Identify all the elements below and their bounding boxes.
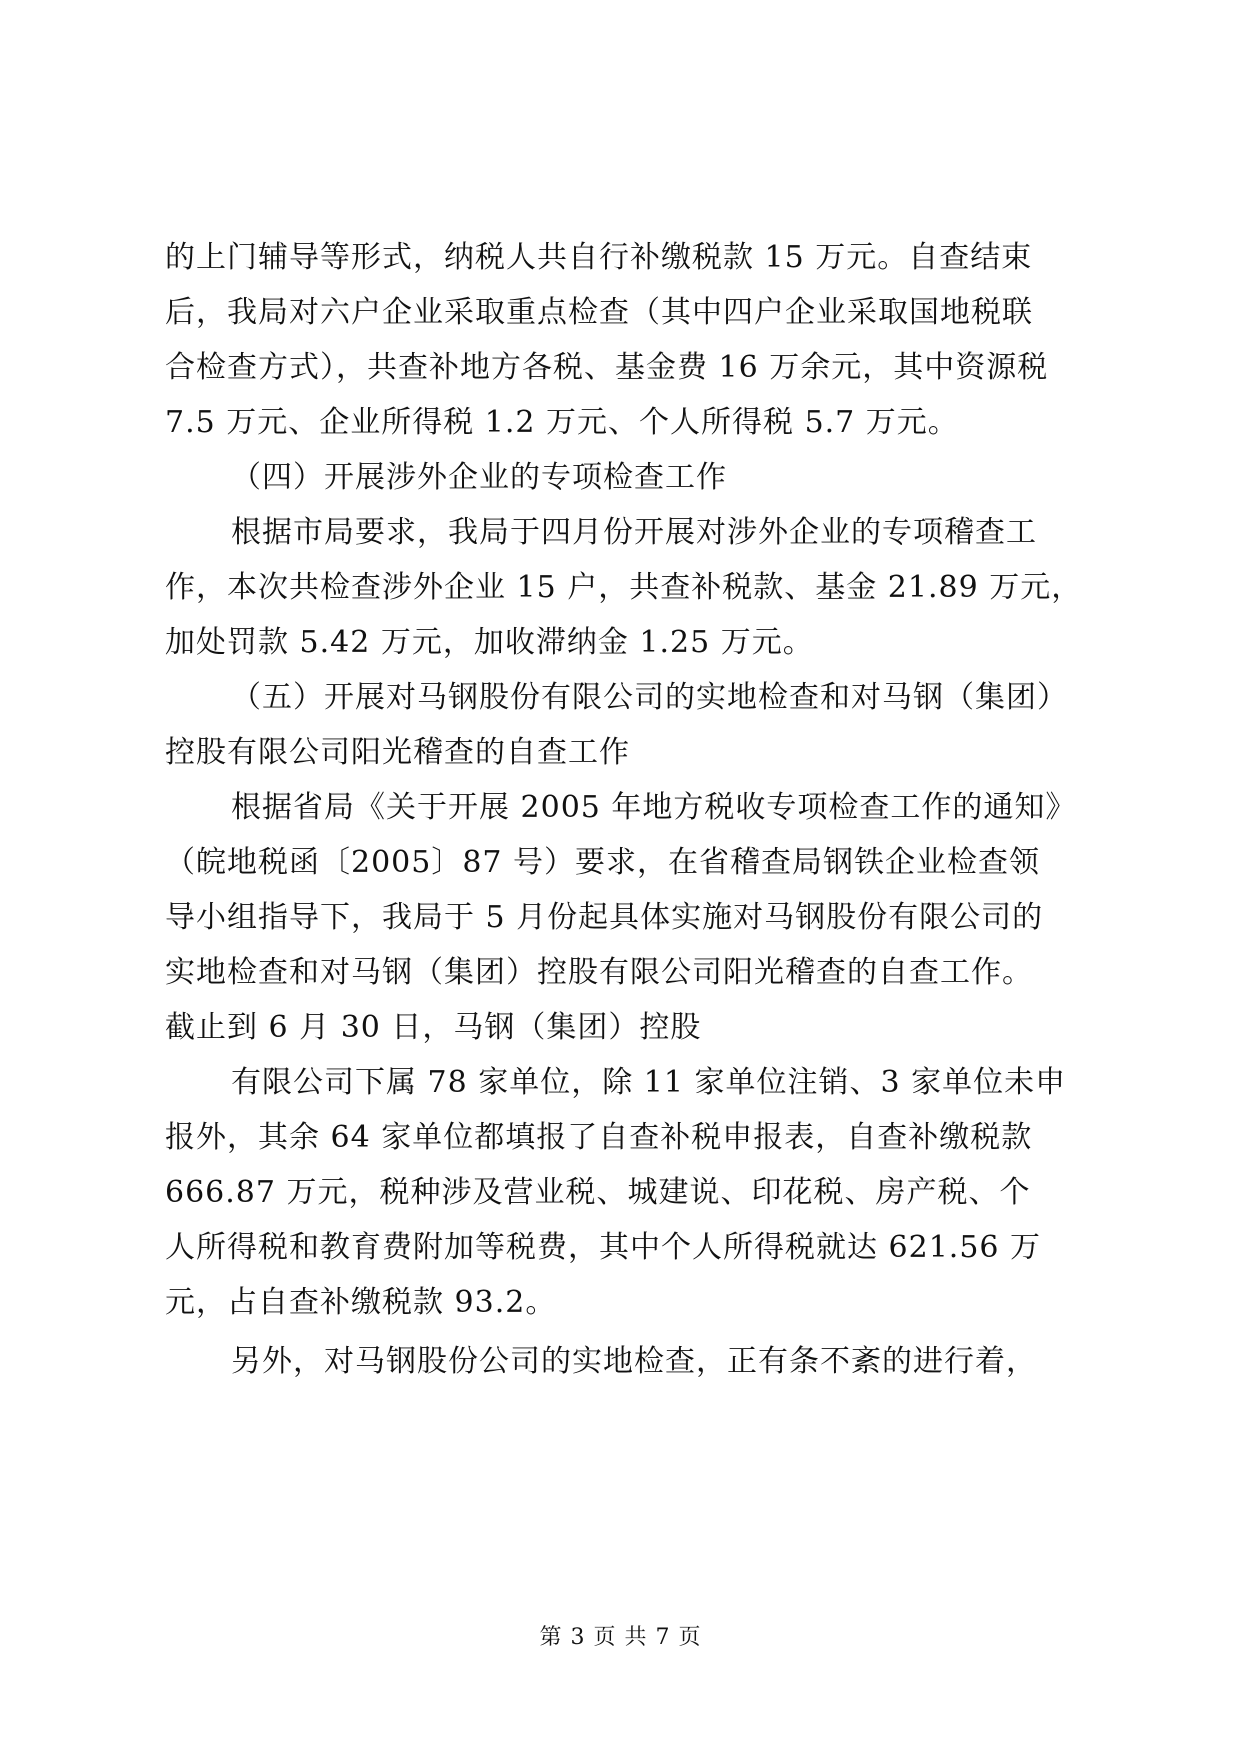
text-line: 合检查方式），共查补地方各税、基金费 16 万余元，其中资源税 (165, 350, 1049, 385)
text-line: 后，我局对六户企业采取重点检查（其中四户企业采取国地税联 (165, 295, 1033, 330)
text-line: 元，占自查补缴税款 93.2。 (165, 1285, 557, 1320)
text-line: 7.5 万元、企业所得税 1.2 万元、个人所得税 5.7 万元。 (165, 405, 959, 440)
text-line: 截止到 6 月 30 日，马钢（集团）控股 (165, 1010, 702, 1045)
document-body (165, 230, 1085, 1389)
text-line: 根据省局《关于开展 2005 年地方税收专项检查工作的通知》 (231, 790, 1077, 825)
text-line: 人所得税和教育费附加等税费，其中个人所得税就达 621.56 万 (165, 1230, 1042, 1265)
text-line: 实地检查和对马钢（集团）控股有限公司阳光稽查的自查工作。 (165, 955, 1033, 990)
text-line: 报外，其余 64 家单位都填报了自查补税申报表，自查补缴税款 (165, 1120, 1033, 1155)
section-heading-5-cont: 控股有限公司阳光稽查的自查工作 (165, 735, 630, 770)
text-line: 666.87 万元，税种涉及营业税、城建说、印花税、房产税、个 (165, 1175, 1031, 1210)
text-line: 导小组指导下，我局于 5 月份起具体实施对马钢股份有限公司的 (165, 900, 1044, 935)
text-line: （皖地税函〔2005〕87 号）要求，在省稽查局钢铁企业检查领 (165, 845, 1041, 880)
text-line: 作，本次共检查涉外企业 15 户，共查补税款、基金 21.89 万元， (165, 570, 1083, 605)
text-line: 根据市局要求，我局于四月份开展对涉外企业的专项稽查工 (231, 515, 1037, 550)
page-footer: 第 3 页 共 7 页 (539, 1625, 702, 1650)
text-line: 另外，对马钢股份公司的实地检查，正有条不紊的进行着， (231, 1344, 1037, 1379)
text-line: 的上门辅导等形式，纳税人共自行补缴税款 15 万元。自查结束 (165, 240, 1033, 275)
text-line: 有限公司下属 78 家单位，除 11 家单位注销、3 家单位未申 (231, 1065, 1067, 1100)
text-line: 加处罚款 5.42 万元，加收滞纳金 1.25 万元。 (165, 625, 814, 660)
section-heading-4: （四）开展涉外企业的专项检查工作 (231, 460, 727, 495)
section-heading-5: （五）开展对马钢股份有限公司的实地检查和对马钢（集团） (231, 680, 1068, 715)
